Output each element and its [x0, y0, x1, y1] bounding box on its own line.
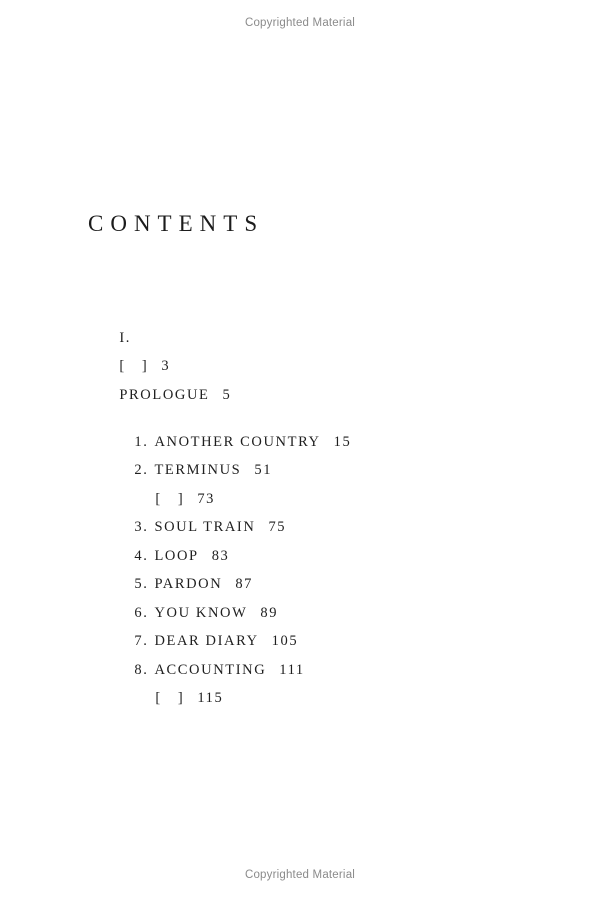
chapter-number: 3. — [134, 519, 149, 535]
chapter-title: LOOP — [154, 547, 199, 564]
toc-front-matter — [88, 295, 232, 403]
page-number: 115 — [197, 690, 224, 706]
page-number: 5 — [222, 386, 232, 403]
page-number: 89 — [260, 604, 279, 621]
page-number: 87 — [235, 576, 254, 592]
toc-chapters — [103, 399, 352, 706]
page-number: 51 — [254, 462, 273, 478]
entry-label: [ ] — [119, 358, 149, 374]
contents-title: CONTENTS — [88, 211, 265, 236]
chapter-title: PARDON — [154, 576, 223, 592]
page-number: 15 — [333, 433, 352, 450]
chapter-title: [ ] — [155, 690, 185, 706]
chapter-number: 8. — [134, 661, 149, 678]
chapter-title: [ ] — [155, 490, 185, 507]
chapter-title: SOUL TRAIN — [154, 519, 256, 535]
page-number: 111 — [279, 661, 305, 678]
page-number: 75 — [268, 519, 287, 535]
chapter-number: 4. — [134, 547, 149, 564]
chapter-title: ANOTHER COUNTRY — [154, 433, 321, 450]
entry-label: I. — [119, 329, 132, 346]
chapter-number: 2. — [134, 462, 149, 478]
chapter-number: 6. — [134, 604, 149, 621]
chapter-title: DEAR DIARY — [154, 633, 259, 649]
toc-entry — [88, 295, 231, 346]
copyright-notice-top: Copyrighted Material — [244, 17, 356, 29]
chapter-title: ACCOUNTING — [154, 661, 267, 678]
chapter-number: 7. — [134, 633, 149, 649]
chapter-title: TERMINUS — [154, 462, 242, 478]
page-number: 3 — [161, 358, 171, 374]
page-number: 83 — [211, 547, 230, 564]
copyright-notice-bottom: Copyrighted Material — [244, 869, 356, 881]
chapter-number: 5. — [134, 576, 149, 592]
entry-label: PROLOGUE — [119, 386, 210, 403]
page-number: 105 — [271, 633, 299, 649]
chapter-number: 1. — [134, 433, 149, 450]
toc-entry — [103, 399, 352, 450]
page-number: 73 — [197, 490, 216, 507]
chapter-title: YOU KNOW — [154, 604, 248, 621]
